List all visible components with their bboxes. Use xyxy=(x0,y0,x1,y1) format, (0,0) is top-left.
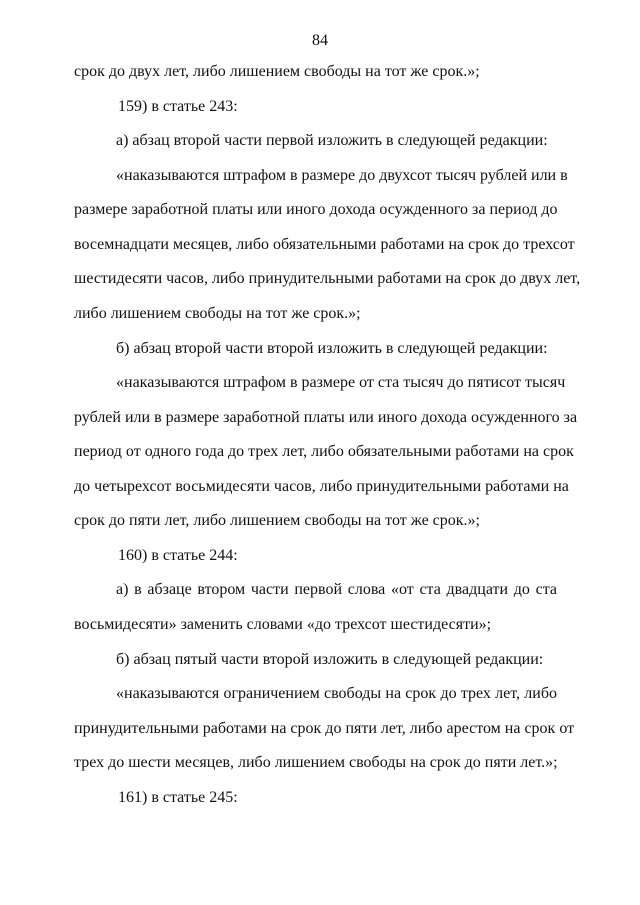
text-line: принудительными работами на срок до пяти лет, либо арестом на срок от xyxy=(74,720,575,737)
text-line: «наказываются ограничением свободы на срок до трех лет, либо xyxy=(116,685,557,702)
item-heading: 160) в статье 244: xyxy=(118,547,238,564)
text-line: период от одного года до трех лет, либо обязательными работами на срок xyxy=(74,443,574,460)
text-line: восемнадцати месяцев, либо обязательными работами на срок до трехсот xyxy=(74,236,575,253)
text-line: шестидесяти часов, либо принудительными работами на срок до двух лет, xyxy=(74,270,581,287)
text-line: восьмидесяти» заменить словами «до трехсот шестидесяти»; xyxy=(74,616,492,633)
text-line: а) в абзаце втором части первой слова «от ста двадцати до ста xyxy=(116,581,557,598)
subitem-heading: а) абзац второй части первой изложить в следующей редакции: xyxy=(116,132,548,149)
text-line: «наказываются штрафом в размере от ста тысяч до пятисот тысяч xyxy=(116,374,566,391)
item-heading: 159) в статье 243: xyxy=(118,98,238,115)
text-line: срок до пяти лет, либо лишением свободы на тот же срок.»; xyxy=(74,512,480,529)
text-line: либо лишением свободы на тот же срок.»; xyxy=(74,305,361,322)
text-line: рублей или в размере заработной платы или иного дохода осужденного за xyxy=(74,409,578,426)
text-line: трех до шести месяцев, либо лишением свободы на срок до пяти лет.»; xyxy=(74,754,558,771)
text-line: размере заработной платы или иного дохода осужденного за период до xyxy=(74,201,558,218)
page-number: 84 xyxy=(312,32,328,49)
item-heading: 161) в статье 245: xyxy=(118,789,238,806)
subitem-heading: б) абзац второй части второй изложить в следующей редакции: xyxy=(116,340,548,357)
text-line: до четырехсот восьмидесяти часов, либо принудительными работами на xyxy=(74,478,569,495)
text-line: «наказываются штрафом в размере до двухсот тысяч рублей или в xyxy=(116,167,568,184)
text-line: срок до двух лет, либо лишением свободы на тот же срок.»; xyxy=(74,63,480,80)
subitem-heading: б) абзац пятый части второй изложить в следующей редакции: xyxy=(116,651,544,668)
